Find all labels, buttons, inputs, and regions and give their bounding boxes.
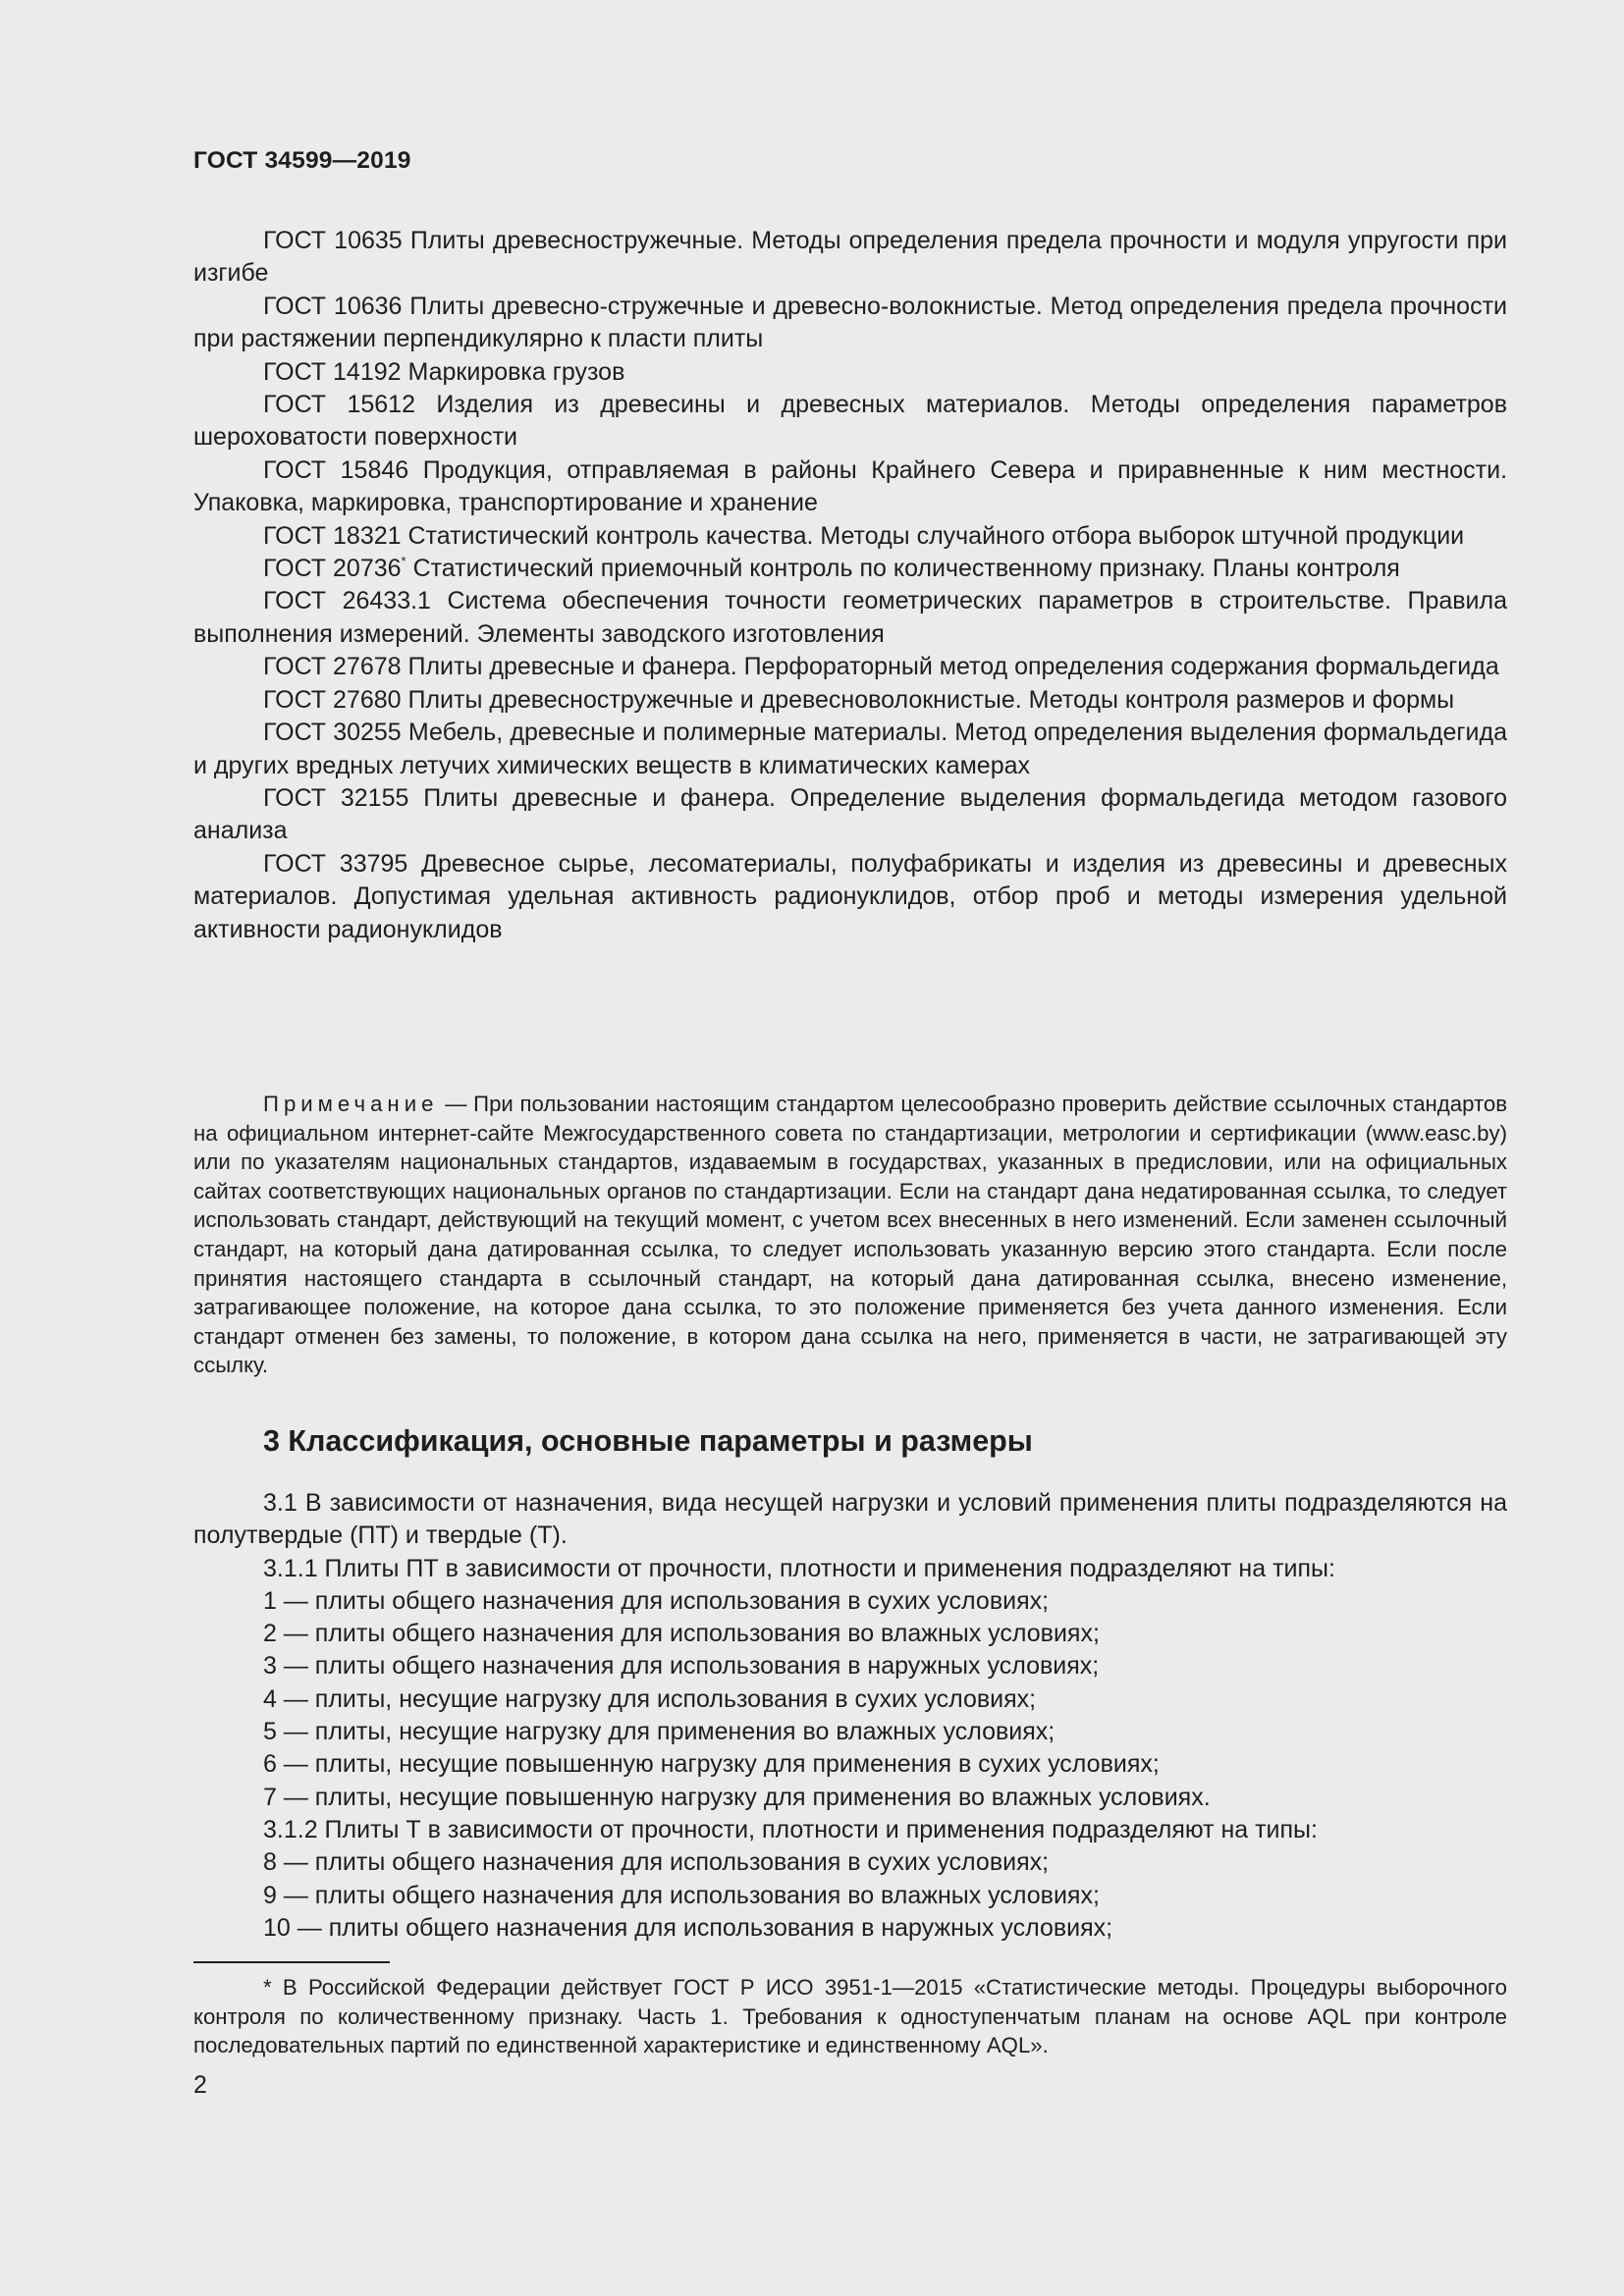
footnote-text: * В Российской Федерации действует ГОСТ Р ИСО 3951-1—2015 «Статистические методы. Процедуры выборочного контроля по количественному признаку. Часть 1. Требования к одноступенчатым планам на основе AQL при контроле последовательных партий по единственной характеристике и единственному AQL». <box>193 1975 1507 2058</box>
reference-title: Плиты древесностружечные. Методы определения предела прочности и модуля упругости при изгибе <box>193 227 1507 288</box>
reference-item <box>193 225 1507 291</box>
reference-item <box>193 356 1507 389</box>
reference-code: ГОСТ 10635 <box>263 227 403 254</box>
document-header: ГОСТ 34599—2019 <box>193 147 411 174</box>
reference-code: ГОСТ 27678 <box>263 653 402 681</box>
reference-item <box>193 291 1507 356</box>
page-number: 2 <box>193 2071 207 2099</box>
reference-item <box>193 520 1507 553</box>
reference-code: ГОСТ 14192 <box>263 357 402 386</box>
list-item: 9 — плиты общего назначения для использования во влажных условиях; <box>263 1881 1100 1909</box>
reference-item <box>193 848 1507 946</box>
note-label: Примечание <box>263 1092 439 1116</box>
reference-code: ГОСТ 15846 <box>263 455 409 484</box>
list-item: 1 — плиты общего назначения для использования в сухих условиях; <box>263 1586 1050 1615</box>
reference-code: ГОСТ 26433.1 <box>263 587 431 615</box>
footnote-divider <box>193 1961 390 1963</box>
list-item: 4 — плиты, несущие нагрузку для использования в сухих условиях; <box>263 1684 1037 1713</box>
reference-title: Система обеспечения точности геометрических параметров в строительстве. Правила выполнения измерений. Элементы заводского изготовления <box>193 587 1508 648</box>
reference-item <box>193 651 1507 683</box>
note-text: — При пользовании настоящим стандартом целесообразно проверить действие ссылочных стандартов на официальном интернет-сайте Межгосударственного совета по стандартизации, метрологии и сертификации (www.easc.by) или по указателям национальных стандартов, издаваемым в государствах, указанных в предисловии, или на официальных сайтах соответствующих национальных органов по стандартизации. Если на стандарт дана недатированная ссылка, то следует использовать стандарт, действующий на текущий момент, с учетом всех внесенных в него изменений. Если заменен ссылочный стандарт, на который дана датированная ссылка, то следует использовать указанную версию этого стандарта. Если после принятия настоящего стандарта в ссылочный стандарт, на который дана датированная ссылка, внесено изменение, затрагивающее положение, на которое дана ссылка, то это положение применяется без учета данного изменения. Если стандарт отменен без замены, то положение, в котором дана ссылка на него, применяется в части, не затрагивающей эту ссылку. <box>193 1092 1507 1378</box>
reference-item <box>193 585 1507 651</box>
reference-title: Древесное сырье, лесоматериалы, полуфабрикаты и изделия из древесины и древесных материалов. Допустимая удельная активность радионуклидов, отбор проб и методы измерения удельной активности радионуклидов <box>193 849 1508 943</box>
list-item: 6 — плиты, несущие повышенную нагрузку для применения в сухих условиях; <box>263 1750 1160 1779</box>
reference-title: Продукция, отправляемая в районы Крайнего Севера и приравненные к ним местности. Упаковка, маркировка, транспортирование и хранение <box>193 455 1508 517</box>
reference-item <box>193 782 1507 848</box>
reference-code: ГОСТ 20736 <box>263 555 402 583</box>
reference-item <box>193 553 1507 585</box>
reference-title: Изделия из древесины и древесных материалов. Методы определения параметров шероховатости поверхности <box>193 391 1507 452</box>
reference-title: Плиты древесные и фанера. Определение выделения формальдегида методом газового анализа <box>193 783 1507 845</box>
list-item: 2 — плиты общего назначения для использования во влажных условиях; <box>263 1620 1100 1648</box>
reference-item <box>193 389 1507 454</box>
reference-item <box>193 717 1507 782</box>
reference-code: ГОСТ 15612 <box>263 391 415 419</box>
list-item: 10 — плиты общего назначения для использования в наружных условиях; <box>263 1913 1113 1942</box>
list-item: 5 — плиты, несущие нагрузку для применения во влажных условиях; <box>263 1718 1056 1746</box>
clause-3-1: 3.1 В зависимости от назначения, вида несущей нагрузки и условий применения плиты подразделяются на полутвердые (ПТ) и твердые (Т). <box>193 1489 1507 1550</box>
note-paragraph <box>193 1090 1507 1380</box>
reference-code: ГОСТ 27680 <box>263 685 402 714</box>
list-item: 3 — плиты общего назначения для использования в наружных условиях; <box>263 1652 1100 1681</box>
reference-title: Плиты древесно-стружечные и древесно-волокнистые. Метод определения предела прочности при растяжении перпендикулярно к пласти плиты <box>193 292 1508 353</box>
reference-title: Плиты древесностружечные и древесноволокнистые. Методы контроля размеров и формы <box>407 685 1455 714</box>
reference-title: Маркировка грузов <box>407 357 625 386</box>
section-body <box>193 1487 1507 1945</box>
reference-item <box>193 684 1507 717</box>
list-item: 8 — плиты общего назначения для использования в сухих условиях; <box>263 1848 1050 1877</box>
list-item: 7 — плиты, несущие повышенную нагрузку для применения во влажных условиях. <box>263 1783 1211 1811</box>
reference-code: ГОСТ 30255 <box>263 719 402 747</box>
reference-title: Статистический контроль качества. Методы случайного отбора выборок штучной продукции <box>407 521 1465 550</box>
reference-title: Плиты древесные и фанера. Перфораторный метод определения содержания формальдегида <box>407 653 1499 681</box>
reference-title: Статистический приемочный контроль по количественному признаку. Планы контроля <box>412 555 1400 583</box>
section-title: 3 Классификация, основные параметры и размеры <box>263 1424 1033 1458</box>
reference-title: Мебель, древесные и полимерные материалы. Метод определения выделения формальдегида и других вредных летучих химических веществ в климатических камерах <box>193 719 1507 779</box>
reference-code: ГОСТ 32155 <box>263 783 409 812</box>
footnote-mark: * <box>401 554 406 569</box>
reference-item <box>193 454 1507 520</box>
reference-code: ГОСТ 18321 <box>263 521 402 550</box>
normative-references-list <box>193 225 1507 946</box>
reference-code: ГОСТ 33795 <box>263 849 408 878</box>
reference-code: ГОСТ 10636 <box>263 292 403 320</box>
clause-3-1-1: 3.1.1 Плиты ПТ в зависимости от прочности, плотности и применения подразделяют на типы: <box>263 1554 1335 1582</box>
clause-3-1-2: 3.1.2 Плиты Т в зависимости от прочности, плотности и применения подразделяют на типы: <box>263 1815 1318 1843</box>
